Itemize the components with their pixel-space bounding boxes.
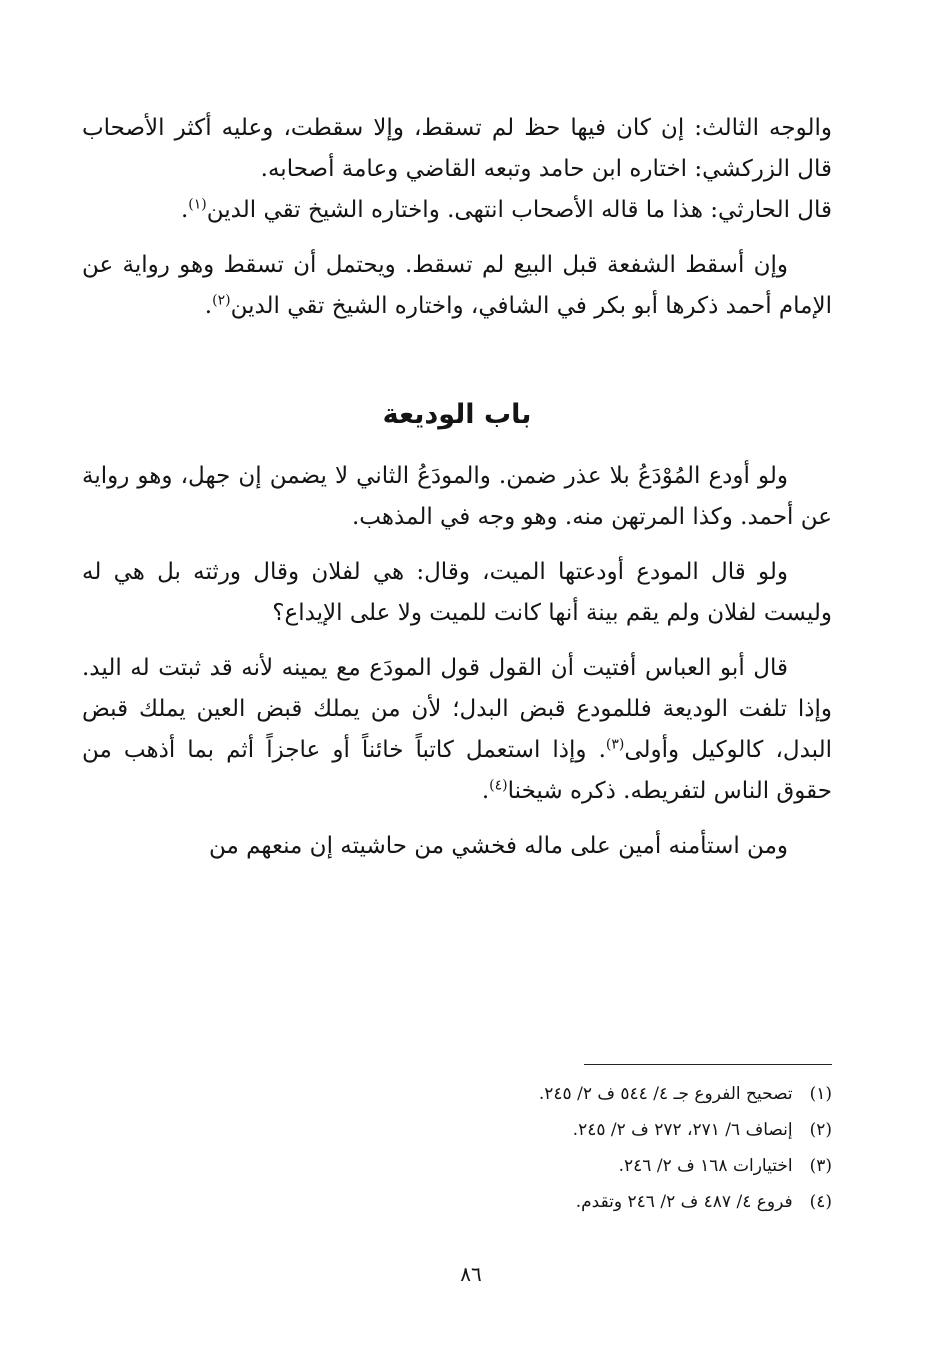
footnote-separator	[584, 1064, 832, 1065]
paragraph-text: والوجه الثالث: إن كان فيها حظ لم تسقط، وإلا سقطت، وعليه أكثر الأصحاب قال الزركشي: اختاره ابن حامد وتبعه القاضي وعامة أصحابه.	[82, 115, 832, 182]
footnote-ref-4: (٤)	[489, 777, 508, 794]
book-page	[82, 108, 832, 1330]
paragraph-end-mark: .	[180, 197, 189, 223]
footnote-item	[82, 1148, 832, 1184]
paragraph-harithi	[82, 190, 832, 231]
paragraph-text: قال أبو العباس أفتيت أن القول قول المودَع مع يمينه لأنه قد ثبتت له اليد. وإذا تلفت الوديعة فللمودع قبض البدل؛ لأن من يملك قبض العين يملك قبض البدل، كالوكيل وأولى	[82, 655, 832, 763]
footnote-text: اختيارات ١٦٨ ف ٢/ ٢٤٦.	[618, 1156, 793, 1176]
paragraph-text: وإن أسقط الشفعة قبل البيع لم تسقط. ويحتمل أن تسقط وهو رواية عن الإمام أحمد ذكرها أبو بكر في الشافي، واختاره الشيخ تقي الدين	[82, 252, 832, 319]
footnote-item	[82, 1184, 832, 1220]
footnote-number: (٣)	[809, 1156, 832, 1176]
footnote-text: إنصاف ٦/ ٢٧١، ٢٧٢ ف ٢/ ٢٤٥.	[572, 1120, 793, 1140]
paragraph-third-aspect	[82, 108, 832, 190]
footnote-ref-3: (٣)	[605, 736, 625, 753]
paragraph-deposit-without-excuse	[82, 456, 832, 538]
section-heading: باب الوديعة	[382, 399, 532, 430]
paragraph-end-mark: .	[204, 293, 213, 319]
footnote-text: فروع ٤/ ٤٨٧ ف ٢/ ٢٤٦ وتقدم.	[575, 1192, 793, 1212]
paragraph-text: ولو أودع المُوْدَعُ بلا عذر ضمن. والمودَعُ الثاني لا يضمن إن جهل، وهو رواية عن أحمد. وكذا المرتهن منه. وهو وجه في المذهب.	[82, 463, 832, 530]
footnote-ref-1: (١)	[188, 196, 207, 213]
footnote-number: (١)	[809, 1084, 832, 1104]
footnote-number: (٢)	[809, 1120, 832, 1140]
footnote-number: (٤)	[809, 1192, 832, 1212]
footnote-text: تصحيح الفروع جـ ٤/ ٥٤٤ ف ٢/ ٢٤٥.	[538, 1084, 793, 1104]
paragraph-end-mark: .	[481, 778, 490, 804]
paragraph-preemption-waiver	[82, 245, 832, 327]
paragraph-abu-al-abbas	[82, 648, 832, 812]
paragraph-text: ومن استأمنه أمين على ماله فخشي من حاشيته إن منعهم من	[208, 833, 788, 859]
paragraph-trustee	[82, 826, 832, 867]
paragraph-text: ولو قال المودع أودعتها الميت، وقال: هي لفلان وقال ورثته بل هي له وليست لفلان ولم يقم بينة أنها كانت للميت ولا على الإيداع؟	[82, 559, 832, 626]
paragraph-text: . وإذا استعمل كاتباً خائناً أو عاجزاً أثم بما أذهب من حقوق الناس لتفريطه. ذكره شيخنا	[82, 737, 832, 804]
page-number: ٨٦	[460, 1262, 482, 1286]
paragraph-text: قال الحارثي: هذا ما قاله الأصحاب انتهى. واختاره الشيخ تقي الدين	[206, 197, 832, 223]
footnote-item	[82, 1112, 832, 1148]
footnote-item	[82, 1076, 832, 1112]
footnotes	[82, 1076, 832, 1220]
footnote-ref-2: (٢)	[212, 292, 231, 309]
paragraph-depositary-claim	[82, 552, 832, 634]
